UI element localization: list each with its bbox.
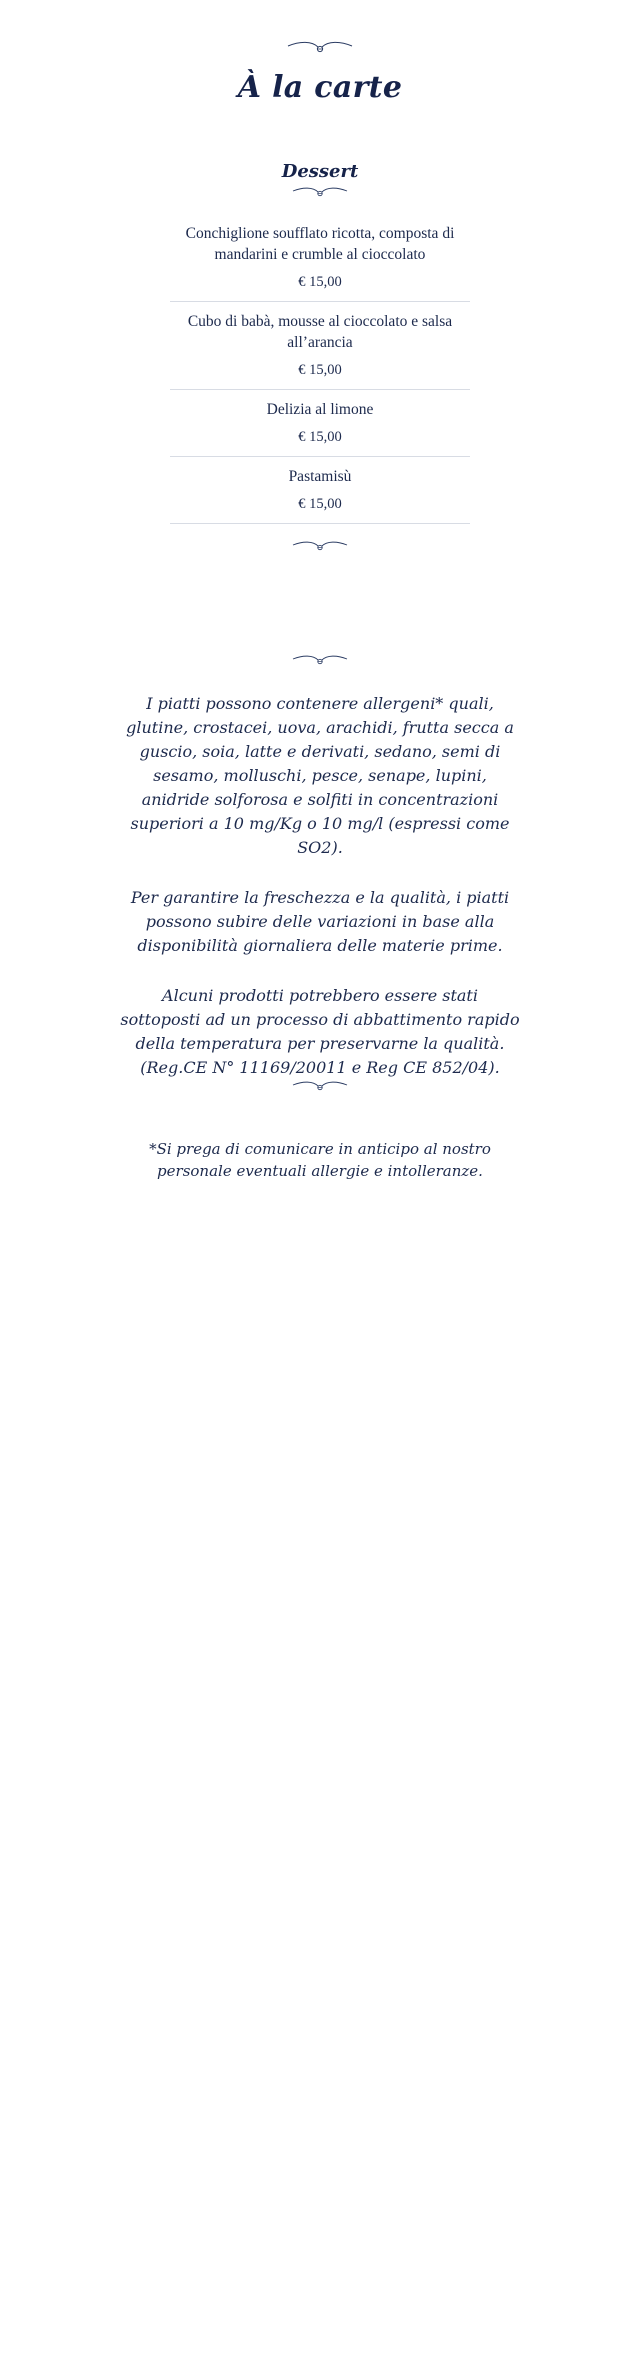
spacer — [100, 1098, 540, 1138]
section-title: Dessert — [281, 161, 359, 182]
flourish-ornament — [100, 40, 540, 62]
allergens-note: I piatti possono contenere allergeni* quali, glutine, crostacei, uova, arachidi, frutta secca a guscio, soia, latte e derivati, sedano, semi di sesamo, molluschi, pesce, senape, lupini, anidride solforosa e solfiti in concentrazioni superiori a 10 mg/Kg o 10 mg/l (espressi come SO2). — [126, 693, 514, 857]
list-item — [170, 389, 470, 456]
dish-price: € 15,00 — [298, 273, 342, 290]
allergy-notice: *Si prega di comunicare in anticipo al nostro personale eventuali allergie e intolleranze. — [149, 1139, 491, 1181]
flourish-ornament — [100, 540, 540, 558]
flourish-ornament — [100, 654, 540, 672]
freshness-note: Per garantire la freschezza e la qualità, i piatti possono subire delle variazioni in base alla disponibilità giornaliera delle materie prime. — [130, 887, 510, 955]
spacer — [100, 672, 540, 692]
list-item — [170, 214, 470, 301]
divider — [170, 523, 470, 524]
notes-block — [120, 692, 520, 1080]
dish-price: € 15,00 — [298, 361, 342, 378]
dish-list — [170, 214, 470, 523]
menu-section-dessert — [100, 161, 540, 524]
blast-chilling-note: Alcuni prodotti potrebbero essere stati sottoposti ad un processo di abbattimento rapido della temperatura per preservarne la qualità. (Reg.CE N° 11169/20011 e Reg CE 852/04). — [120, 985, 520, 1077]
flourish-ornament — [100, 186, 540, 204]
list-item — [170, 456, 470, 523]
menu-content — [100, 0, 540, 1183]
list-item — [170, 301, 470, 389]
page-title: À la carte — [237, 70, 403, 105]
flourish-ornament — [100, 1080, 540, 1098]
allergy-notice-block — [120, 1138, 520, 1183]
dish-name: Conchiglione soufflato ricotta, composta di mandarini e crumble al cioccolato — [185, 225, 455, 263]
dish-price: € 15,00 — [298, 428, 342, 445]
dish-name: Delizia al limone — [266, 400, 374, 418]
dish-name: Pastamisù — [288, 467, 352, 485]
dish-name: Cubo di babà, mousse al cioccolato e salsa all’arancia — [187, 312, 453, 351]
dish-price: € 15,00 — [298, 495, 342, 512]
spacer — [100, 558, 540, 654]
